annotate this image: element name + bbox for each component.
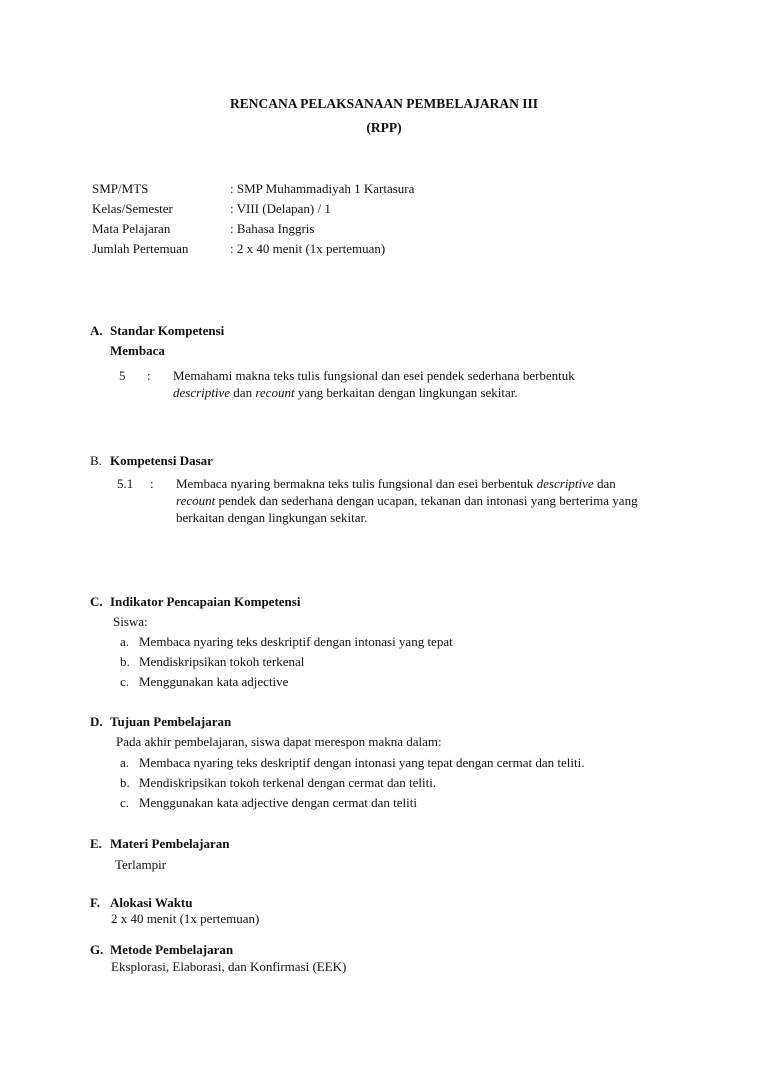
section-a-letter: A. <box>90 323 103 338</box>
info-value-class: : VIII (Delapan) / 1 <box>230 201 331 216</box>
section-a-line-2-text-1: dan <box>230 385 256 400</box>
section-e-letter: E. <box>90 836 102 851</box>
section-b-title: Kompetensi Dasar <box>110 453 213 468</box>
document-subtitle: (RPP) <box>366 120 402 135</box>
section-b-line-1-text-2: dan <box>593 476 616 491</box>
info-value-subject: : Bahasa Inggris <box>230 221 315 236</box>
section-d-intro: Pada akhir pembelajaran, siswa dapat merespon makna dalam: <box>116 734 442 749</box>
section-c-item-a-letter: a. <box>120 634 130 649</box>
section-b-line-3: berkaitan dengan lingkungan sekitar. <box>176 510 368 525</box>
info-label-class: Kelas/Semester <box>92 201 173 216</box>
section-c-item-b-letter: b. <box>120 654 130 669</box>
section-b-number: 5.1 <box>117 476 134 491</box>
section-d-item-b: Mendiskripsikan tokoh terkenal dengan cermat dan teliti. <box>139 775 437 790</box>
section-b-line-1 <box>176 476 616 492</box>
section-g-letter: G. <box>90 942 104 957</box>
section-c-item-c-letter: c. <box>120 674 130 689</box>
section-b-line-1-text-1: Membaca nyaring bermakna teks tulis fungsional dan esei berbentuk <box>176 476 537 491</box>
section-c-item-a: Membaca nyaring teks deskriptif dengan intonasi yang tepat <box>139 634 453 649</box>
section-a-line-1: Memahami makna teks tulis fungsional dan esei pendek sederhana berbentuk <box>173 368 575 383</box>
section-b-line-2 <box>176 493 638 509</box>
section-a-line-2-text-2: yang berkaitan dengan lingkungan sekitar. <box>294 385 518 400</box>
info-label-meetings: Jumlah Pertemuan <box>92 241 189 256</box>
section-d-title: Tujuan Pembelajaran <box>110 714 232 729</box>
section-b-term-descriptive: descriptive <box>536 476 594 491</box>
section-d-letter: D. <box>90 714 103 729</box>
section-d-item-c: Menggunakan kata adjective dengan cermat dan teliti <box>139 795 417 810</box>
info-label-school: SMP/MTS <box>92 181 149 196</box>
section-f-title: Alokasi Waktu <box>110 895 193 910</box>
section-a-title: Standar Kompetensi <box>110 323 225 338</box>
section-a-subtitle: Membaca <box>110 343 165 358</box>
section-g-title: Metode Pembelajaran <box>110 942 234 957</box>
section-d-item-a-letter: a. <box>120 755 130 770</box>
section-a-colon: : <box>147 368 151 383</box>
section-a-line-2 <box>173 385 518 401</box>
section-f-letter: F. <box>90 895 100 910</box>
section-f-body: 2 x 40 menit (1x pertemuan) <box>111 911 260 926</box>
section-g-body: Eksplorasi, Elaborasi, dan Konfirmasi (EEK) <box>111 959 347 974</box>
section-a-term-descriptive: descriptive <box>173 385 231 400</box>
section-b-term-recount: recount <box>176 493 216 508</box>
info-value-school: : SMP Muhammadiyah 1 Kartasura <box>230 181 415 196</box>
section-c-title: Indikator Pencapaian Kompetensi <box>110 594 301 609</box>
section-c-letter: C. <box>90 594 103 609</box>
section-a-term-recount: recount <box>255 385 295 400</box>
info-label-subject: Mata Pelajaran <box>92 221 171 236</box>
section-b-line-2-text: pendek dan sederhana dengan ucapan, tekanan dan intonasi yang berterima yang <box>215 493 638 508</box>
document-title: RENCANA PELAKSANAAN PEMBELAJARAN III <box>230 96 538 111</box>
section-c-intro: Siswa: <box>113 614 148 629</box>
section-d-item-c-letter: c. <box>120 795 130 810</box>
section-c-item-c: Menggunakan kata adjective <box>139 674 289 689</box>
section-a-number: 5 <box>119 368 126 383</box>
section-d-item-a: Membaca nyaring teks deskriptif dengan intonasi yang tepat dengan cermat dan teliti. <box>139 755 585 770</box>
section-d-item-b-letter: b. <box>120 775 130 790</box>
section-e-title: Materi Pembelajaran <box>110 836 230 851</box>
section-c-item-b: Mendiskripsikan tokoh terkenal <box>139 654 305 669</box>
section-e-body: Terlampir <box>115 857 167 872</box>
info-value-meetings: : 2 x 40 menit (1x pertemuan) <box>230 241 386 256</box>
section-b-letter: B. <box>90 453 102 468</box>
section-b-colon: : <box>150 476 154 491</box>
